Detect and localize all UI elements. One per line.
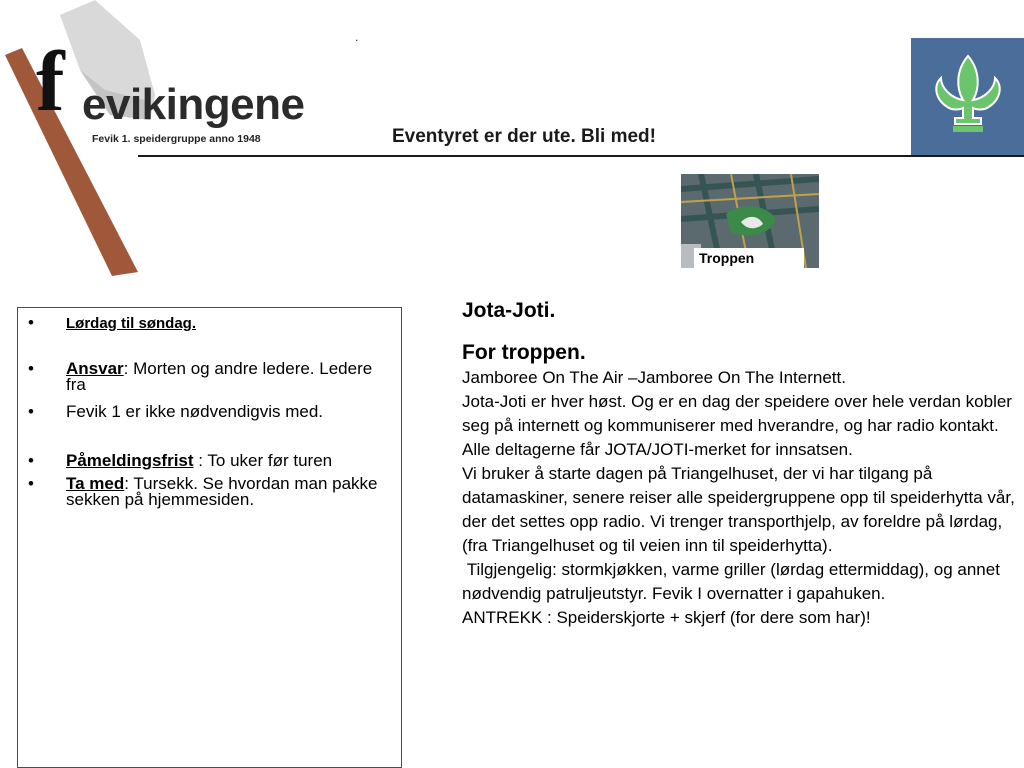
list-item-value: : Tursekk. Se hvordan man pakke sekken på hjemmesiden. (66, 474, 378, 509)
list-item-label: Ansvar (66, 359, 124, 378)
article-subtitle: For troppen. (462, 341, 586, 364)
list-item-value: : Morten og andre ledere. Ledere fra (66, 359, 373, 394)
list-item-label: Ta med (66, 474, 125, 493)
bullet-marker: • (28, 451, 34, 470)
list-item-text (66, 453, 386, 469)
article-paragraph: Tilgjengelig: stormkjøkken, varme griller (lørdag ettermiddag), og annet nødvendig patruljeutstyr. Fevik I overnatter i gapahuken. (462, 560, 1005, 603)
bullet-marker: • (28, 359, 34, 378)
list-item-label: Lørdag til søndag. (66, 315, 196, 332)
article-paragraph: ANTREKK : Speiderskjorte + skjerf (for dere som har)! (462, 608, 871, 627)
article-paragraph: Jota-Joti er hver høst. Og er en dag der speidere over hele verdan kobler seg på internett og kommuniserer med hverandre, og har radio kontakt. (462, 392, 1012, 435)
info-box (17, 307, 402, 768)
bullet-marker: • (28, 402, 34, 421)
bullet-marker: • (28, 313, 34, 332)
stray-dot: . (355, 30, 359, 44)
list-item-text (66, 404, 386, 420)
bullet-marker: • (28, 474, 34, 493)
list-item-value: : To uker før turen (193, 451, 333, 470)
article-title: Jota-Joti. (462, 299, 556, 322)
photo-caption: Troppen (694, 248, 804, 268)
scout-fleur-de-lis-icon (911, 38, 1024, 155)
article (462, 298, 1022, 630)
page-header (0, 0, 1024, 280)
article-paragraph: Vi bruker å starte dagen på Triangelhuset, der vi har tilgang på datamaskiner, senere reiser alle speidergruppene opp til speiderhytta vår, der det settes opp radio. Vi trenger transporthjelp, av foreldre på lørdag, (fra Triangelhuset og til veien inn til speiderhytta). (462, 464, 1015, 555)
logo-tagline: Fevik 1. speidergruppe anno 1948 (92, 133, 261, 145)
logo-letter: f (36, 33, 65, 129)
header-divider (138, 155, 1024, 157)
slogan: Eventyret er der ute. Bli med! (392, 126, 656, 147)
article-body (462, 366, 1022, 630)
logo-name: evikingene (82, 80, 305, 129)
list-item-text (66, 476, 386, 508)
list-item-label: Påmeldingsfrist (66, 451, 194, 470)
article-paragraph: Alle deltagerne får JOTA/JOTI-merket for innsatsen. (462, 440, 853, 459)
list-item-text (66, 361, 386, 393)
article-paragraph: Jamboree On The Air –Jamboree On The Internett. (462, 368, 846, 387)
list-item-value: Fevik 1 er ikke nødvendigvis med. (66, 402, 323, 421)
list-item-text (66, 315, 386, 332)
